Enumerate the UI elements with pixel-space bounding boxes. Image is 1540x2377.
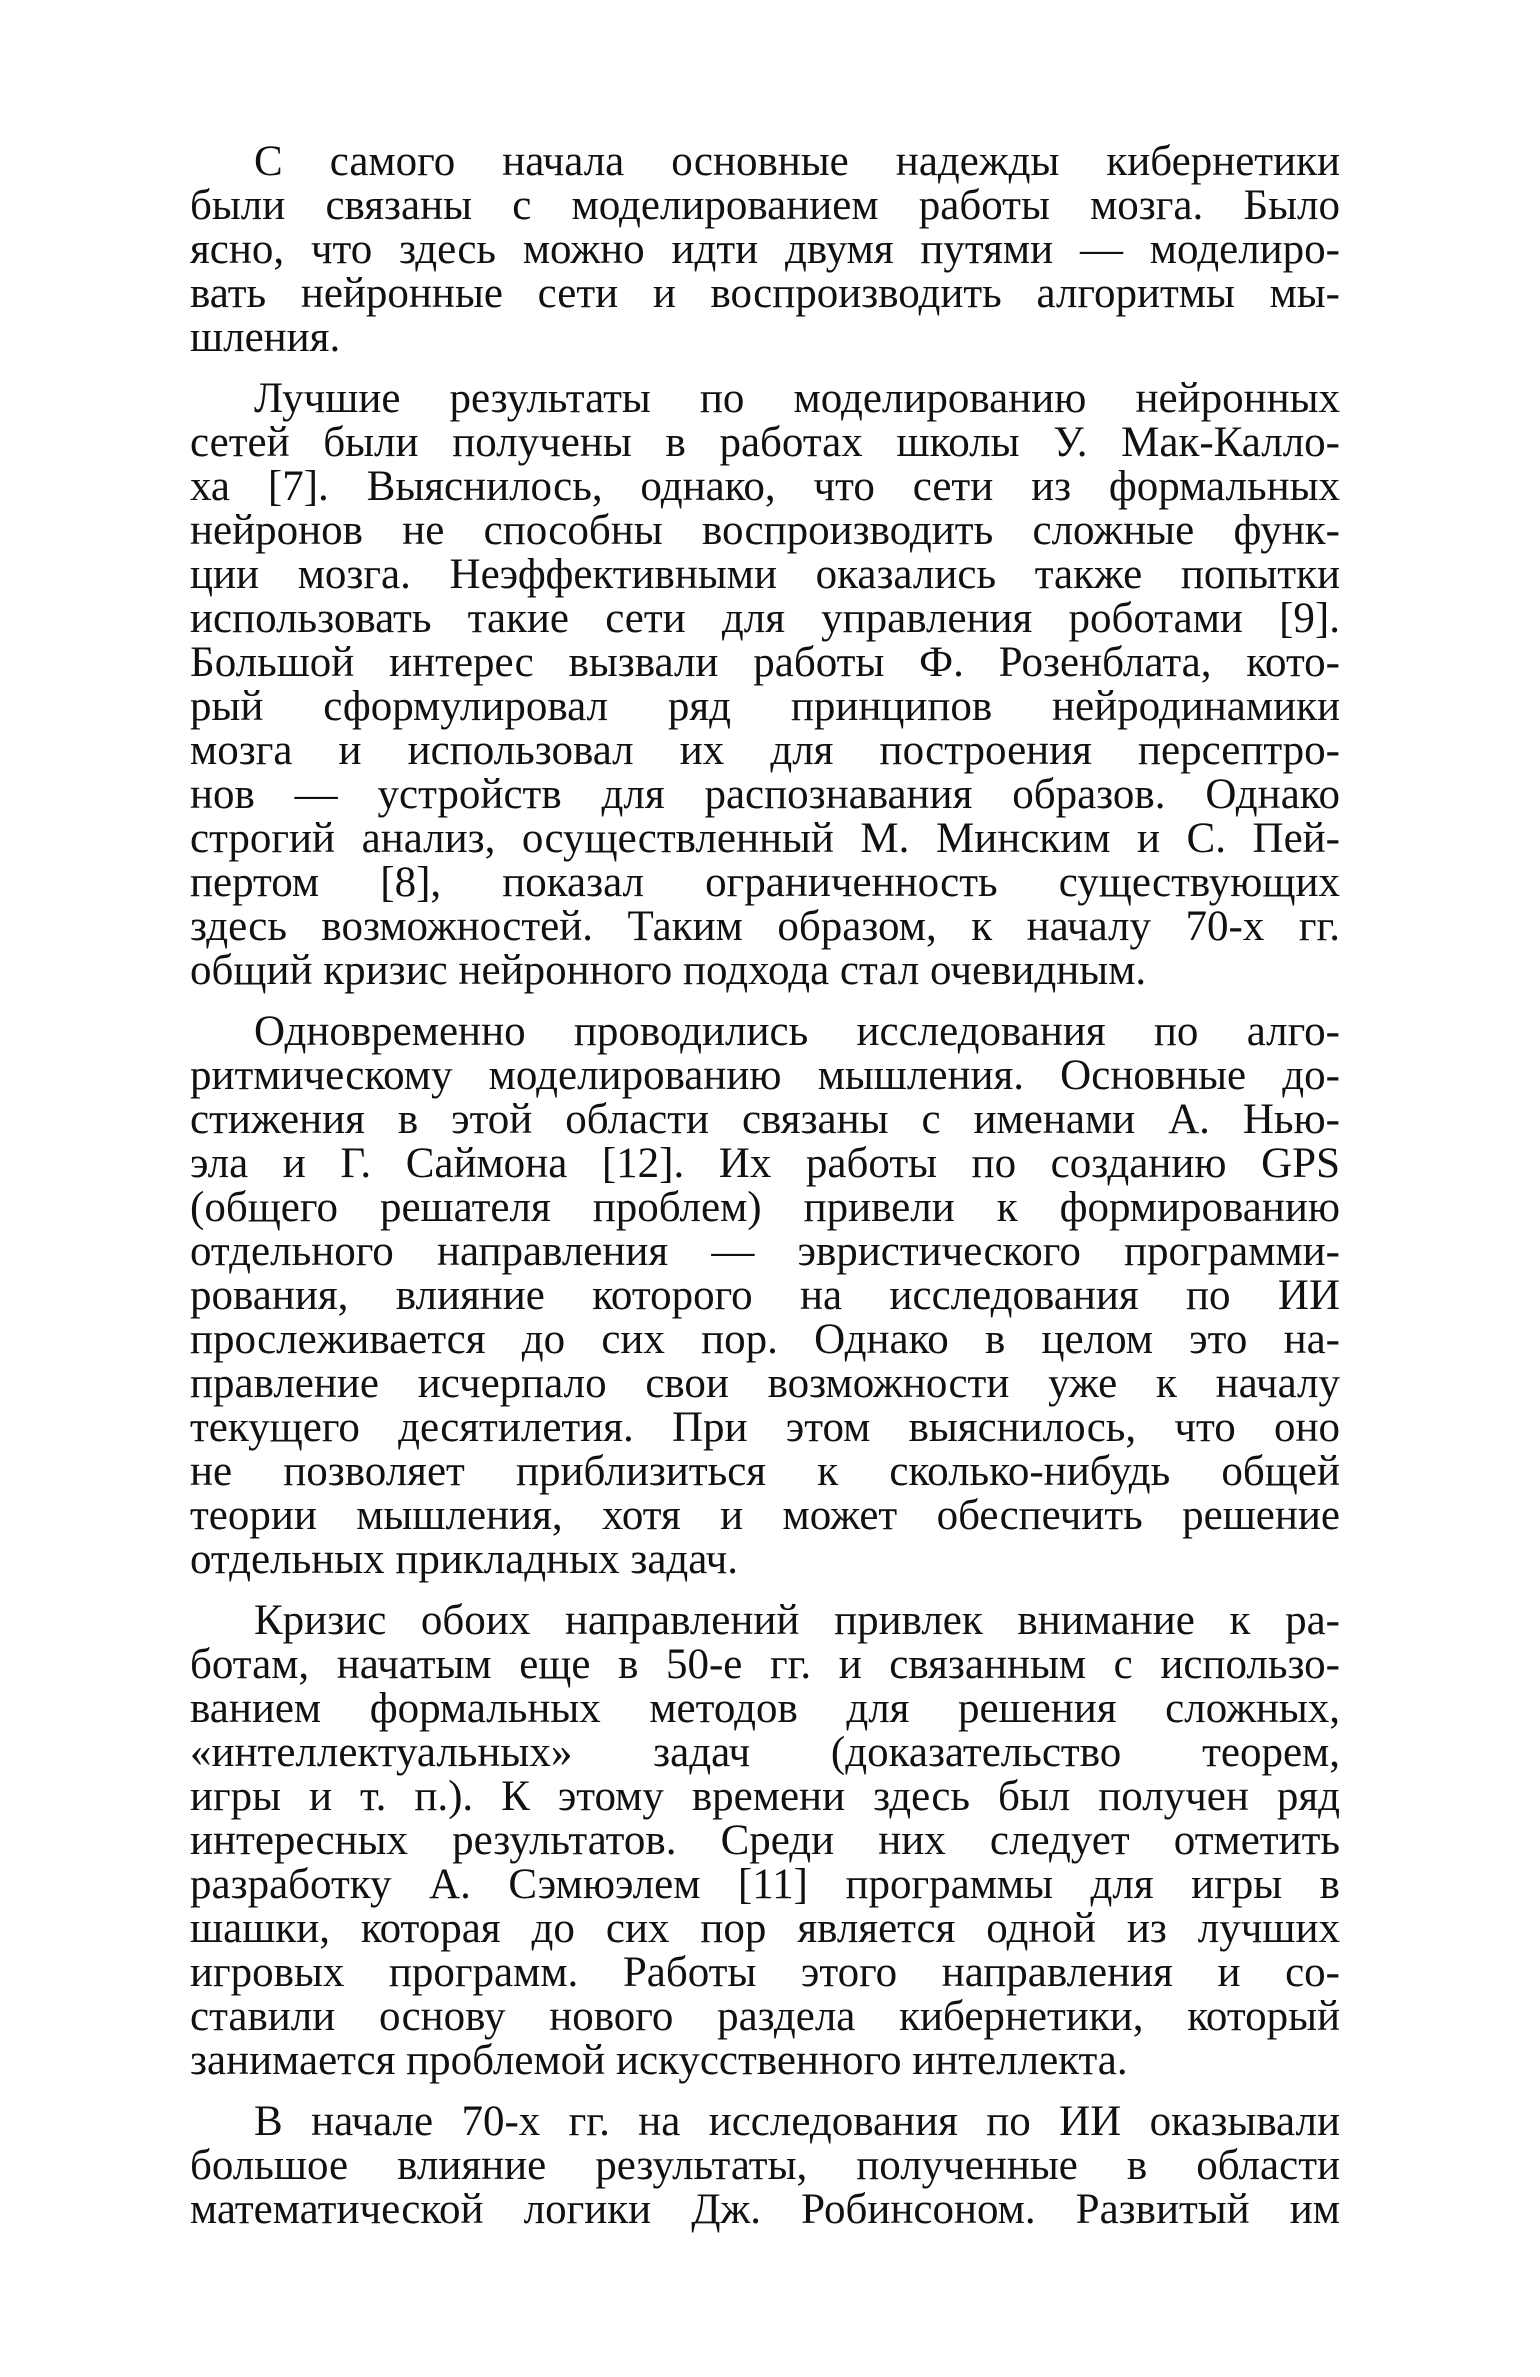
text-line: нейронов не способны воспроизводить сложные функ- xyxy=(190,507,1340,554)
text-line: большое влияние результаты, полученные в области xyxy=(190,2142,1340,2189)
text-line: прослеживается до сих пор. Однако в целом это на- xyxy=(190,1316,1340,1363)
text-line: сетей были получены в работах школы У. Мак-Калло- xyxy=(190,419,1340,466)
text-line: разработку А. Сэмюэлем [11] программы для игры в xyxy=(190,1861,1340,1908)
text-line: ясно, что здесь можно идти двумя путями — моделиро- xyxy=(190,226,1340,273)
text-line: не позволяет приблизиться к сколько-нибудь общей xyxy=(190,1448,1340,1495)
text-line: Одновременно проводились исследования по алго- xyxy=(254,1008,1340,1055)
page-body xyxy=(190,140,1340,2249)
text-line: мозга и использовал их для построения персептро- xyxy=(190,727,1340,774)
text-line: шашки, которая до сих пор является одной из лучших xyxy=(190,1905,1340,1952)
text-line: использовать такие сети для управления роботами [9]. xyxy=(190,595,1340,642)
text-line: «интеллектуальных» задач (доказательство теорем, xyxy=(190,1729,1340,1776)
text-line: пертом [8], показал ограниченность существующих xyxy=(190,859,1340,906)
text-line: нов — устройств для распознавания образов. Однако xyxy=(190,771,1340,818)
text-line: отдельного направления — эвристического программи- xyxy=(190,1228,1340,1275)
text-line: рый сформулировал ряд принципов нейродинамики xyxy=(190,683,1340,730)
text-line: ха [7]. Выяснилось, однако, что сети из формальных xyxy=(190,463,1340,510)
text-line: здесь возможностей. Таким образом, к началу 70-х гг. xyxy=(190,903,1340,950)
paragraph xyxy=(190,1010,1340,1582)
text-line: шления. xyxy=(190,314,341,361)
text-line: ванием формальных методов для решения сложных, xyxy=(190,1685,1340,1732)
text-line: Лучшие результаты по моделированию нейронных xyxy=(254,375,1340,422)
text-line: теории мышления, хотя и может обеспечить решение xyxy=(190,1492,1340,1539)
text-line: игровых программ. Работы этого направления и со- xyxy=(190,1949,1340,1996)
text-line: С самого начала основные надежды кибернетики xyxy=(254,138,1340,185)
text-line: рования, влияние которого на исследования по ИИ xyxy=(190,1272,1340,1319)
text-line: В начале 70-х гг. на исследования по ИИ оказывали xyxy=(254,2098,1340,2145)
text-line: ритмическому моделированию мышления. Основные до- xyxy=(190,1052,1340,1099)
text-line: правление исчерпало свои возможности уже к началу xyxy=(190,1360,1340,1407)
text-line: стижения в этой области связаны с именами А. Нью- xyxy=(190,1096,1340,1143)
text-line: занимается проблемой искусственного интеллекта. xyxy=(190,2037,1128,2084)
text-line: были связаны с моделированием работы мозга. Было xyxy=(190,182,1340,229)
text-line: ботам, начатым еще в 50-е гг. и связанным с использо- xyxy=(190,1641,1340,1688)
text-line: вать нейронные сети и воспроизводить алгоритмы мы- xyxy=(190,270,1340,317)
paragraph xyxy=(190,2100,1340,2232)
text-line: отдельных прикладных задач. xyxy=(190,1536,739,1583)
text-line: (общего решателя проблем) привели к формированию xyxy=(190,1184,1340,1231)
text-line: ставили основу нового раздела кибернетики, который xyxy=(190,1993,1340,2040)
paragraph xyxy=(190,140,1340,360)
text-line: эла и Г. Саймона [12]. Их работы по созданию GPS xyxy=(190,1140,1340,1187)
text-line: игры и т. п.). К этому времени здесь был получен ряд xyxy=(190,1773,1340,1820)
paragraph xyxy=(190,377,1340,993)
text-line: общий кризис нейронного подхода стал очевидным. xyxy=(190,947,1147,994)
text-line: строгий анализ, осуществленный М. Минским и С. Пей- xyxy=(190,815,1340,862)
text-line: математической логики Дж. Робинсоном. Развитый им xyxy=(190,2186,1340,2233)
text-line: Кризис обоих направлений привлек внимание к ра- xyxy=(254,1597,1340,1644)
paragraph xyxy=(190,1599,1340,2083)
text-line: Большой интерес вызвали работы Ф. Розенблата, кото- xyxy=(190,639,1340,686)
text-line: текущего десятилетия. При этом выяснилось, что оно xyxy=(190,1404,1340,1451)
text-line: ции мозга. Неэффективными оказались также попытки xyxy=(190,551,1340,598)
text-line: интересных результатов. Среди них следует отметить xyxy=(190,1817,1340,1864)
